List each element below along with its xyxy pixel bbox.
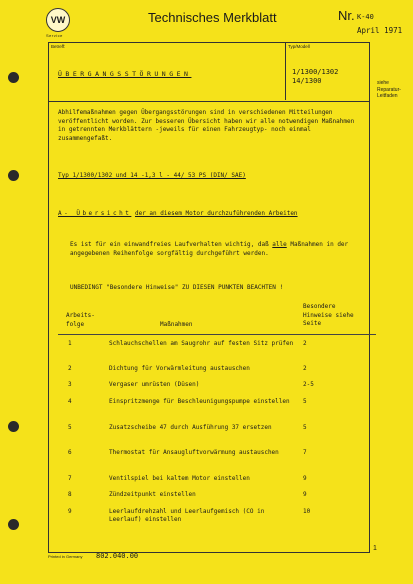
row-page: 5 xyxy=(303,424,307,431)
header-order: Arbeits- folge xyxy=(66,312,95,328)
row-measure: Zündzeitpunkt einstellen xyxy=(109,491,196,498)
punch-hole xyxy=(8,519,19,530)
row-measure: Ventilspiel bei kaltem Motor einstellen xyxy=(109,475,250,482)
printed-note: Printed in Germany xyxy=(48,554,83,559)
row-measure: Thermostat für Ansaugluftvorwärmung austauschen xyxy=(109,449,279,456)
document-title: Technisches Merkblatt xyxy=(148,10,277,25)
row-page: 5 xyxy=(303,398,307,405)
row-number: 9 xyxy=(68,508,72,515)
row-page: 10 xyxy=(303,508,311,515)
row-number: 4 xyxy=(68,398,72,405)
row-page: 2 xyxy=(303,365,307,372)
document-number: K-40 xyxy=(357,13,374,21)
row-number: 3 xyxy=(68,381,72,388)
logo-caption: Service xyxy=(46,33,63,38)
nr-label: Nr. xyxy=(338,8,355,23)
type-line-2: 14/1300 xyxy=(292,77,322,85)
important-note: UNBEDINGT "Besondere Hinweise" ZU DIESEN PUNKTEN BEACHTEN ! xyxy=(70,284,284,291)
row-number: 1 xyxy=(68,340,72,347)
row-page: 9 xyxy=(303,475,307,482)
punch-hole xyxy=(8,421,19,432)
page-number: 1 xyxy=(373,545,377,552)
form-code: 802.040.00 xyxy=(96,552,139,560)
header-measures: Maßnahmen xyxy=(160,321,193,328)
type-heading: Typ 1/1300/1302 und 14 -1,3 l - 44/ 53 PS (DIN/ SAE) xyxy=(58,172,246,179)
row-measure: Schlauchschellen am Saugrohr auf festen Sitz prüfen xyxy=(109,340,294,347)
header-page: Besondere Hinweise siehe Seite xyxy=(303,303,354,327)
instruction-text: Es ist für ein einwandfreies Laufverhalten wichtig, daß alle Maßnahmen in der angegebenen Reihenfolge sorgfältig durchgeführt werden. xyxy=(70,241,349,257)
row-page: 9 xyxy=(303,491,307,498)
punch-hole xyxy=(8,170,19,181)
row-measure: Dichtung für Vorwärmleitung austauschen xyxy=(109,365,250,372)
row-measure: Vergaser umrüsten (Düsen) xyxy=(109,381,200,388)
row-number: 8 xyxy=(68,491,72,498)
section-heading: A- Übersicht der an diesem Motor durchzuführenden Arbeiten xyxy=(58,210,298,217)
punch-hole xyxy=(8,72,19,83)
row-measure: Einspritzmenge für Beschleunigungspumpe einstellen xyxy=(109,398,290,405)
row-number: 2 xyxy=(68,365,72,372)
subject-label: Betreff: xyxy=(51,44,66,49)
vw-logo: VW xyxy=(46,8,70,32)
row-page: 7 xyxy=(303,449,307,456)
table-header-rule xyxy=(58,334,376,335)
side-note: siehe Reparatur- Leitfaden xyxy=(377,80,401,99)
row-measure: Leerlaufdrehzahl und Leerlaufgemisch (CO in Leerlauf) einstellen xyxy=(109,508,265,523)
row-number: 6 xyxy=(68,449,72,456)
row-page: 2-5 xyxy=(303,381,314,388)
intro-paragraph: Abhilfemaßnahmen gegen Übergangsstörungen sind in verschiedenen Mitteilungen veröffentlicht worden. Zur besseren Übersicht haben wir alle notwendigen Maßnahmen in getrennten Merkblättern -jeweils für einen Fahrzeugtyp- noch einmal zusammengefaßt. xyxy=(58,109,355,142)
type-label: Typ/Modell xyxy=(288,44,310,49)
row-number: 7 xyxy=(68,475,72,482)
document-date: April 1971 xyxy=(357,26,403,35)
type-line-1: 1/1300/1302 xyxy=(292,68,339,76)
subject-text: ÜBERGANGSSTÖRUNGEN xyxy=(58,70,192,78)
box-divider xyxy=(285,42,286,100)
row-page: 2 xyxy=(303,340,307,347)
row-measure: Zusatzscheibe 47 durch Ausführung 37 ersetzen xyxy=(109,424,272,431)
row-number: 5 xyxy=(68,424,72,431)
